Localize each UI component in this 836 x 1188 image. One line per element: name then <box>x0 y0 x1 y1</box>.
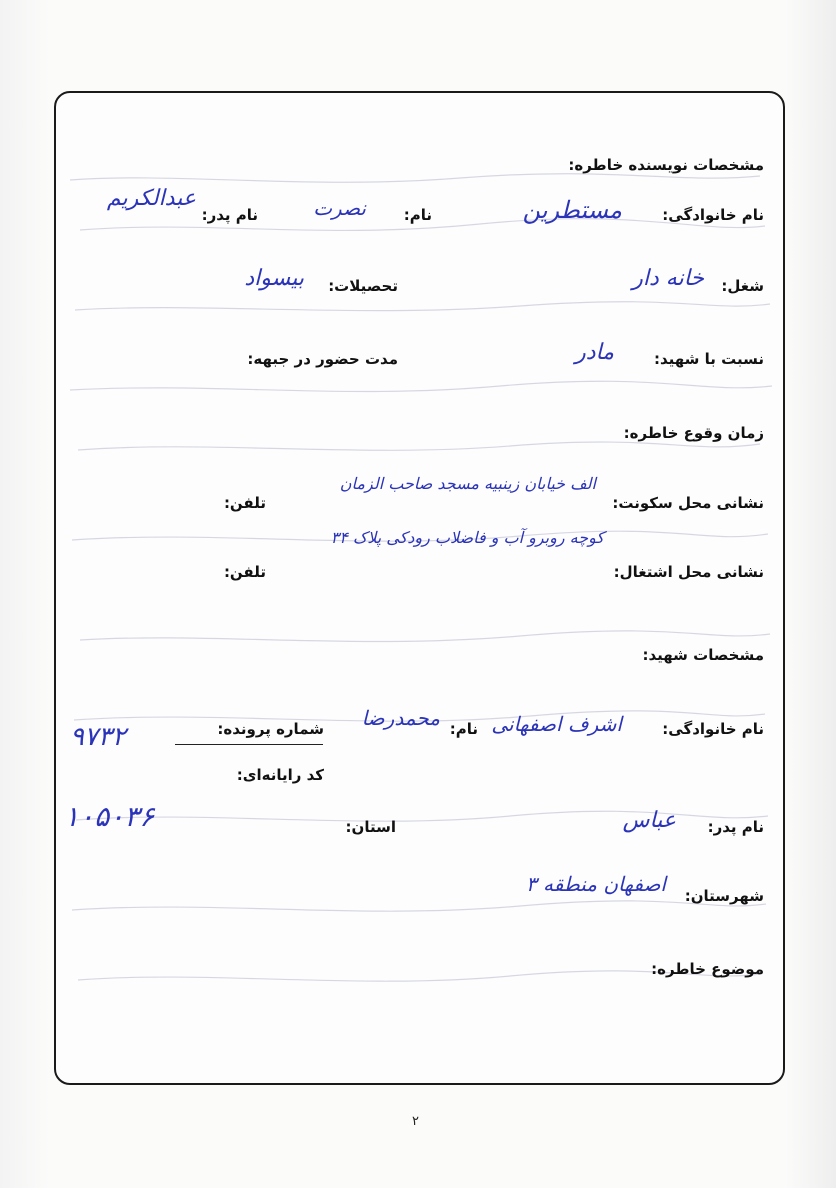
writer-memory-time-label: زمان وقوع خاطره: <box>623 424 764 442</box>
page-number: ۲ <box>412 1114 419 1129</box>
writer-work-address-value: کوچه روبرو آب و فاضلاب رودکی پلاک ۳۴ <box>330 528 604 547</box>
bleed-through-lines <box>60 120 780 1070</box>
writer-home-address-value: الف خیابان زینبیه مسجد صاحب الزمان <box>339 474 596 493</box>
martyr-name-value: محمدرضا <box>361 706 440 730</box>
writer-work-phone-label: تلفن: <box>223 563 266 581</box>
writer-home-address-label: نشانی محل سکونت: <box>612 494 764 512</box>
writer-name-value: نصرت <box>313 196 366 220</box>
writer-father-value: عبدالکریم <box>106 186 196 211</box>
writer-home-phone-label: تلفن: <box>223 494 266 512</box>
martyr-heading: مشخصات شهید: <box>642 646 764 664</box>
file-number-underline <box>175 744 323 745</box>
writer-work-address-label: نشانی محل اشتغال: <box>613 563 764 581</box>
writer-job-label: شغل: <box>721 277 764 295</box>
writer-education-label: تحصیلات: <box>328 277 398 295</box>
martyr-family-label: نام خانوادگی: <box>662 720 764 738</box>
martyr-father-value: عباس <box>622 808 676 833</box>
writer-name-label: نام: <box>403 206 432 224</box>
martyr-province-label: استان: <box>345 818 396 836</box>
martyr-name-label: نام: <box>449 720 478 738</box>
martyr-computer-code-label: کد رایانه‌ای: <box>236 766 324 784</box>
martyr-city-label: شهرستان: <box>684 887 764 905</box>
martyr-father-label: نام پدر: <box>707 818 764 836</box>
writer-job-value: خانه دار <box>632 266 704 291</box>
martyr-city-value: اصفهان منطقه ۳ <box>525 872 666 896</box>
martyr-file-number-value: ۹۷۳۲ <box>70 722 126 752</box>
writer-family-label: نام خانوادگی: <box>662 206 764 224</box>
writer-front-duration-label: مدت حضور در جبهه: <box>247 350 398 368</box>
writer-family-value: مستطرین <box>522 196 622 224</box>
writer-education-value: بیسواد <box>244 266 304 291</box>
writer-relation-label: نسبت با شهید: <box>653 350 764 368</box>
writer-relation-value: مادر <box>575 340 614 365</box>
martyr-computer-code-value: ۱۰۵۰۳۶ <box>64 800 155 833</box>
martyr-family-value: اشرف اصفهانی <box>491 712 622 736</box>
writer-heading: مشخصات نویسنده خاطره: <box>568 156 764 174</box>
martyr-subject-label: موضوع خاطره: <box>651 960 764 978</box>
writer-father-label: نام پدر: <box>201 206 258 224</box>
martyr-file-number-label: شماره پرونده: <box>217 720 324 738</box>
